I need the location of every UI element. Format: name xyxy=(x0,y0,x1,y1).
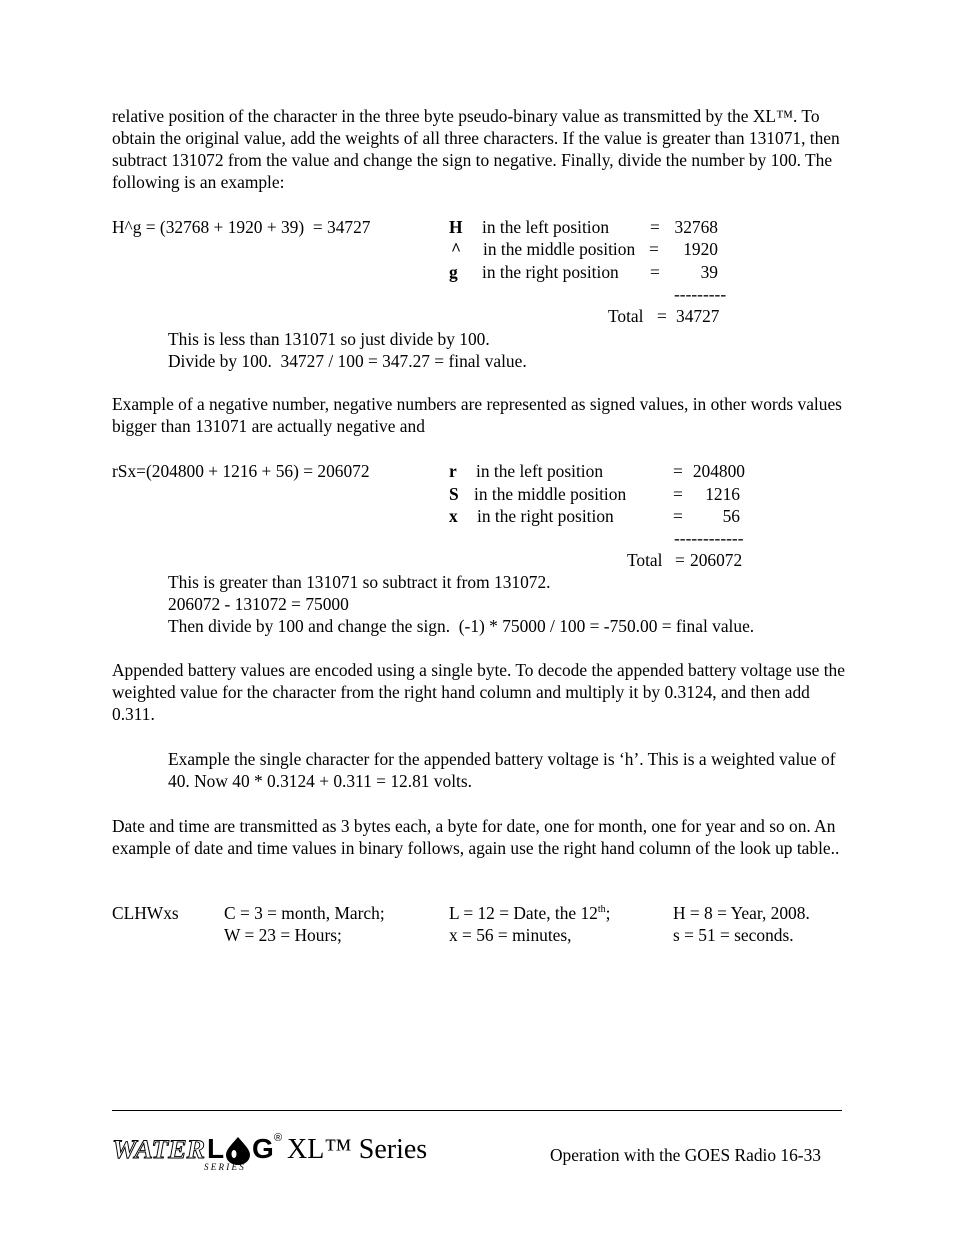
example1-equation: H^g = (32768 + 1920 + 39) = 34727 xyxy=(112,217,371,237)
example1-row-eq: = xyxy=(649,239,659,259)
logo-l-text: L xyxy=(207,1133,225,1164)
example2-row-char: S xyxy=(449,484,459,504)
example2-note: This is greater than 131071 so subtract it from 131072. xyxy=(168,572,551,592)
example2-dashes: ------------ xyxy=(674,528,744,548)
example1-row-eq: = xyxy=(650,262,660,282)
example1-row-val: 39 xyxy=(700,262,718,282)
example2-row-char: x xyxy=(449,506,458,526)
clh-date: L = 12 = Date, the 12th; xyxy=(449,903,611,923)
series-title: XL™ Series xyxy=(287,1134,428,1165)
example1-total-value: 34727 xyxy=(676,306,720,326)
example1-total-eq: = xyxy=(657,306,667,326)
example1-row-desc: in the left position xyxy=(482,217,610,237)
example2-row-desc: in the middle position xyxy=(474,484,627,504)
example1-row-eq: = xyxy=(650,217,660,237)
example1-dashes: --------- xyxy=(674,284,727,304)
example1-row-val: 32768 xyxy=(674,217,718,237)
example2-note: 206072 - 131072 = 75000 xyxy=(168,594,349,614)
footer-rule xyxy=(112,1110,842,1111)
example1-row-desc: in the middle position xyxy=(483,239,636,259)
example1-row-desc: in the right position xyxy=(482,262,619,282)
intro-paragraph: relative position of the character in the three byte pseudo-binary value as transmitted by the XL™. To obtain the original value, add the weights of all three characters. If the value is greater than 131071, then subtract 131072 from the value and change the sign to negative. Finally, divide the number by 100. The following is an example: xyxy=(112,106,840,192)
clh-hours: W = 23 = Hours; xyxy=(224,925,342,945)
waterlog-logo xyxy=(112,1128,282,1173)
example2-row-desc: in the right position xyxy=(477,506,614,526)
battery-example: Example the single character for the appended battery voltage is ‘h’. This is a weighted value of 40. Now 40 * 0.3124 + 0.311 = 12.81 volts. xyxy=(168,749,836,791)
example2-total-eq: = xyxy=(675,550,685,570)
example2-total-label: Total xyxy=(627,550,663,570)
example2-total-value: 206072 xyxy=(690,550,743,570)
clh-code: CLHWxs xyxy=(112,903,179,923)
example1-note: Divide by 100. 34727 / 100 = 347.27 = final value. xyxy=(168,351,527,371)
example2-row-val: 56 xyxy=(722,506,740,526)
example2-row-eq: = xyxy=(673,484,683,504)
example2-row-eq: = xyxy=(673,461,683,481)
page-label: Operation with the GOES Radio 16-33 xyxy=(550,1145,821,1165)
clh-year: H = 8 = Year, 2008. xyxy=(673,903,810,923)
example1-row-val: 1920 xyxy=(683,239,718,259)
battery-paragraph: Appended battery values are encoded using a single byte. To decode the appended battery voltage use the weighted value for the character from the right hand column and multiply it by 0.3124, and then add 0.311. xyxy=(112,660,845,724)
clh-month: C = 3 = month, March; xyxy=(224,903,385,923)
example1-row-char: ^ xyxy=(451,239,462,259)
example2-row-char: r xyxy=(449,461,457,481)
example1-row-char: H xyxy=(449,217,463,237)
clh-minutes: x = 56 = minutes, xyxy=(449,925,572,945)
logo-water-text: WATER xyxy=(112,1135,205,1164)
logo-g-text: G xyxy=(252,1133,274,1164)
example1-total-label: Total xyxy=(608,306,644,326)
example2-row-eq: = xyxy=(673,506,683,526)
water-drop-icon xyxy=(226,1137,250,1165)
logo-series-text: S E R I E S xyxy=(204,1162,244,1172)
example1-note: This is less than 131071 so just divide by 100. xyxy=(168,329,490,349)
example2-row-desc: in the left position xyxy=(476,461,604,481)
example2-note: Then divide by 100 and change the sign. (-1) * 75000 / 100 = -750.00 = final value. xyxy=(168,616,755,636)
date-paragraph: Date and time are transmitted as 3 bytes each, a byte for date, one for month, one for year and so on. An example of date and time values in binary follows, again use the right hand column of the look up table.. xyxy=(112,816,840,858)
example2-row-val: 1216 xyxy=(705,484,740,504)
example2-equation: rSx=(204800 + 1216 + 56) = 206072 xyxy=(112,461,370,481)
registered-mark: ® xyxy=(274,1132,282,1144)
example1-row-char: g xyxy=(449,262,458,282)
negative-intro-paragraph: Example of a negative number, negative numbers are represented as signed values, in other words values bigger than 131071 are actually negative and xyxy=(112,394,842,436)
clh-seconds: s = 51 = seconds. xyxy=(673,925,794,945)
example2-row-val: 204800 xyxy=(692,461,745,481)
